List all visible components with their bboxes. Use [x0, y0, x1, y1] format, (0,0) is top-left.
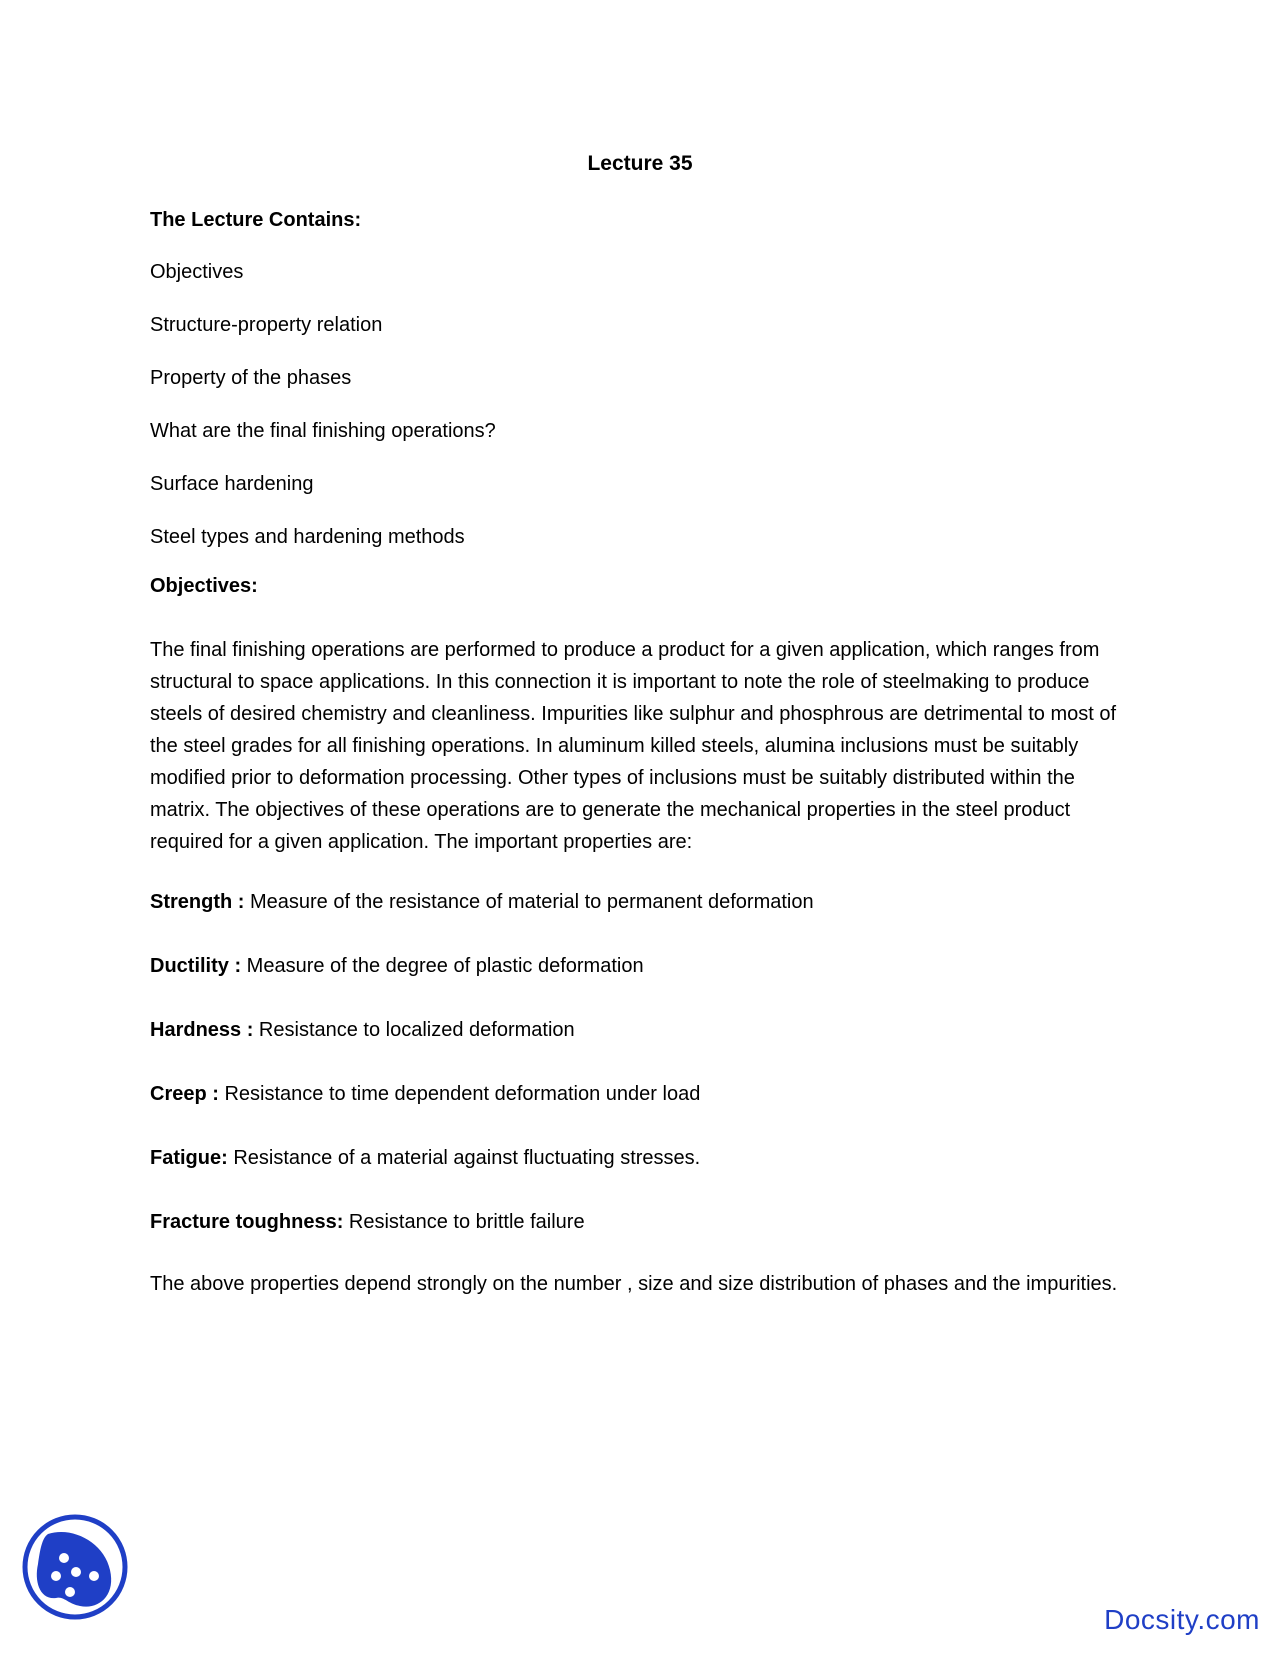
property-term: Fatigue:	[150, 1147, 228, 1169]
property-definition: Resistance to brittle failure	[343, 1211, 585, 1233]
closing-paragraph: The above properties depend strongly on the number , size and size distribution of phases and the impurities.	[150, 1273, 1118, 1295]
property-item	[150, 1144, 1140, 1172]
docsity-logo-icon[interactable]	[20, 1512, 130, 1622]
property-definition: Resistance of a material against fluctuating stresses.	[227, 1147, 701, 1169]
contents-item: Property of the phases	[150, 367, 352, 389]
property-item	[150, 1016, 1140, 1044]
property-item	[150, 888, 1140, 916]
contents-item: Steel types and hardening methods	[150, 526, 465, 548]
page-title: Lecture 35	[587, 152, 693, 175]
objectives-heading: Objectives:	[150, 575, 258, 597]
property-definition: Resistance to time dependent deformation under load	[218, 1083, 701, 1105]
property-definition: Resistance to localized deformation	[253, 1019, 575, 1041]
property-definition: Measure of the resistance of material to permanent deformation	[244, 891, 814, 913]
property-term: Fracture toughness:	[150, 1211, 344, 1233]
contents-list	[150, 258, 1140, 551]
contents-item: Structure-property relation	[150, 314, 383, 336]
contents-item: Objectives	[150, 261, 244, 283]
contents-heading: The Lecture Contains:	[150, 209, 362, 231]
property-term: Hardness :	[150, 1019, 254, 1041]
objectives-paragraph: The final finishing operations are performed to produce a product for a given application, which ranges from structural to space applications. In this connection it is important to note the role of steelmaking to produce steels of desired chemistry and cleanliness. Impurities like sulphur and phosphrous are detrimental to most of the steel grades for all finishing operations. In aluminum killed steels, alumina inclusions must be suitably modified prior to deformation processing. Other types of inclusions must be suitably distributed within the matrix. The objectives of these operations are to generate the mechanical properties in the steel product required for a given application. The important properties are:	[150, 639, 1117, 853]
properties-list	[150, 888, 1140, 1236]
docsity-brand-link[interactable]: Docsity.com	[1104, 1604, 1260, 1635]
property-item	[150, 1208, 1140, 1236]
property-definition: Measure of the degree of plastic deformation	[241, 955, 644, 977]
property-term: Strength :	[150, 891, 245, 913]
property-item	[150, 952, 1140, 980]
contents-item: What are the final finishing operations?	[150, 420, 496, 442]
contents-item: Surface hardening	[150, 473, 314, 495]
property-term: Ductility :	[150, 955, 242, 977]
property-item	[150, 1080, 1140, 1108]
document-body	[150, 206, 1140, 1300]
property-term: Creep :	[150, 1083, 219, 1105]
